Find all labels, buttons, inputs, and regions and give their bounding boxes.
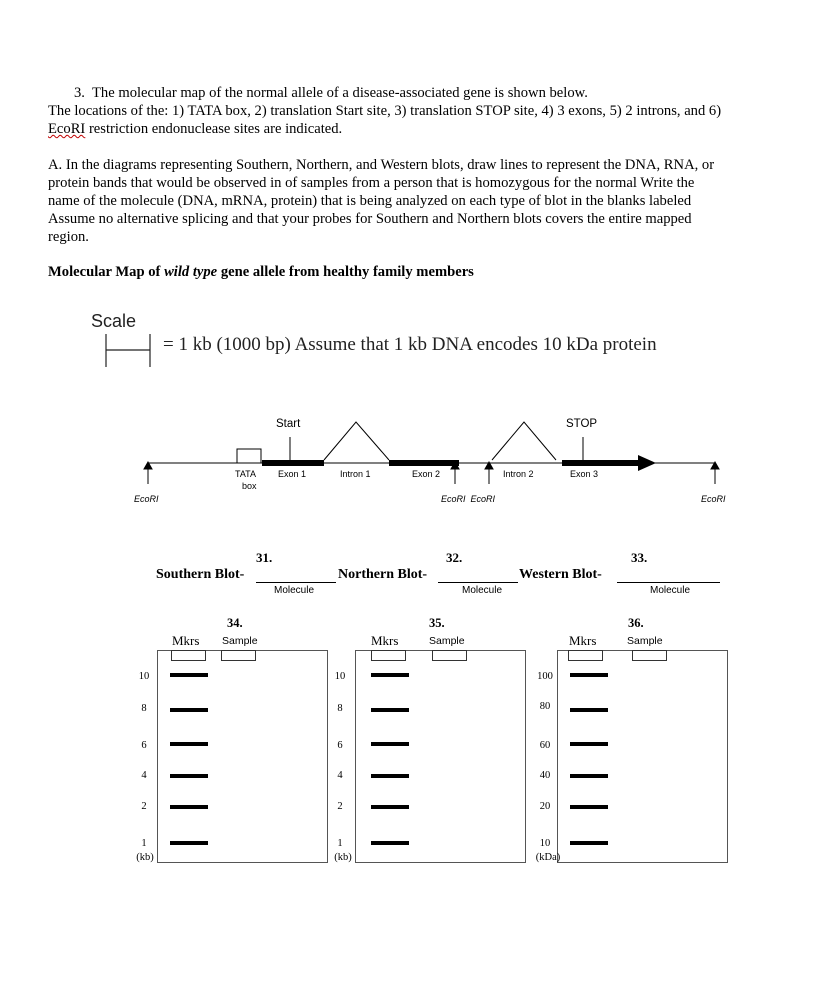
box-label: box <box>242 481 257 491</box>
ecori-label-right: EcoRI <box>701 494 726 504</box>
southern-tick: 10 <box>138 671 150 682</box>
southern-sample-well[interactable] <box>221 650 256 661</box>
western-molecule-caption: Molecule <box>650 585 691 596</box>
southern-tick: 1 <box>141 838 147 849</box>
part-a-line: region. <box>48 229 89 245</box>
western-tick: 10 <box>539 838 551 849</box>
tata-label: TATA <box>235 469 256 479</box>
northern-marker-band <box>371 774 409 778</box>
western-marker-band <box>570 742 608 746</box>
western-number: 33. <box>631 550 648 565</box>
southern-marker-band <box>170 708 208 712</box>
western-marker-band <box>570 708 608 712</box>
exon-1-bar <box>262 460 324 466</box>
northern-sample-well[interactable] <box>432 650 467 661</box>
western-sample-label: Sample <box>627 635 663 647</box>
southern-blot-label: Southern Blot- <box>156 567 245 582</box>
intron-2-label: Intron 2 <box>503 469 534 479</box>
question-number: 3. <box>74 85 85 101</box>
western-mkrs-label: Mkrs <box>569 633 597 648</box>
southern-mkrs-label: Mkrs <box>172 633 200 648</box>
scale-label: Scale <box>91 311 137 331</box>
northern-tick: 1 <box>337 838 343 849</box>
map-heading-italic: wild type <box>164 264 218 280</box>
western-unit: (kDa) <box>535 852 561 863</box>
northern-sample-number: 35. <box>429 616 445 630</box>
northern-tick: 2 <box>337 801 343 812</box>
southern-molecule-caption: Molecule <box>274 585 315 596</box>
map-heading-pre: Molecular Map of <box>48 264 165 280</box>
intron-2-splice <box>492 422 556 460</box>
southern-tick: 2 <box>141 801 147 812</box>
northern-unit: (kb) <box>334 852 352 863</box>
southern-marker-band <box>170 774 208 778</box>
western-tick: 40 <box>539 770 551 781</box>
southern-number: 31. <box>256 550 273 565</box>
northern-molecule-caption: Molecule <box>462 585 503 596</box>
tata-box <box>237 449 261 463</box>
exon-3-label: Exon 3 <box>570 469 599 479</box>
western-marker-band <box>570 774 608 778</box>
northern-tick: 8 <box>337 703 343 714</box>
southern-marker-band <box>170 841 208 845</box>
northern-marker-band <box>371 841 409 845</box>
ecori-label-left: EcoRI <box>134 494 159 504</box>
western-tick: 20 <box>539 801 551 812</box>
southern-marker-well <box>171 650 206 661</box>
western-blot-label: Western Blot- <box>519 567 602 582</box>
southern-tick: 8 <box>141 703 147 714</box>
northern-tick: 10 <box>334 671 346 682</box>
part-a-line: protein bands that would be observed in of samples from a person that is homozygous for the normal Write the <box>48 175 695 191</box>
southern-tick: 4 <box>141 770 147 781</box>
exon-3-bar <box>562 460 640 466</box>
northern-molecule-blank[interactable] <box>438 582 518 583</box>
part-a-line: name of the molecule (DNA, mRNA, protein) that is being analyzed on each type of blot in the blanks labeled <box>48 193 692 209</box>
stop-label: STOP <box>566 418 598 430</box>
western-sample-well[interactable] <box>632 650 667 661</box>
northern-blot-gel[interactable] <box>355 650 526 863</box>
question-intro-line2: The locations of the: 1) TATA box, 2) translation Start site, 3) translation STOP site, 4) 3 exons, 5) 2 introns, and 6) <box>48 103 722 119</box>
southern-blot-gel[interactable] <box>157 650 328 863</box>
western-molecule-blank[interactable] <box>617 582 720 583</box>
intron-1-splice <box>324 422 389 460</box>
southern-sample-number: 34. <box>227 616 243 630</box>
scale-bar <box>106 334 150 367</box>
intron-1-label: Intron 1 <box>340 469 371 479</box>
western-sample-number: 36. <box>628 616 644 630</box>
northern-mkrs-label: Mkrs <box>371 633 399 648</box>
question-intro-line1: The molecular map of the normal allele of a disease-associated gene is shown below. <box>92 85 588 101</box>
exon-2-bar <box>389 460 459 466</box>
southern-marker-band <box>170 742 208 746</box>
northern-marker-band <box>371 805 409 809</box>
exon-2-label: Exon 2 <box>412 469 441 479</box>
ecori-term: EcoRI <box>48 121 86 137</box>
western-marker-band <box>570 805 608 809</box>
southern-marker-band <box>170 673 208 677</box>
western-tick: 80 <box>539 701 551 712</box>
northern-tick: 6 <box>337 740 343 751</box>
western-tick: 100 <box>537 671 553 682</box>
northern-number: 32. <box>446 550 463 565</box>
western-blot-gel[interactable] <box>557 650 728 863</box>
northern-marker-band <box>371 673 409 677</box>
question-intro-line3-rest: restriction endonuclease sites are indicated. <box>85 121 343 137</box>
southern-molecule-blank[interactable] <box>256 582 336 583</box>
western-tick: 60 <box>539 740 551 751</box>
northern-marker-band <box>371 708 409 712</box>
northern-marker-band <box>371 742 409 746</box>
western-marker-well <box>568 650 603 661</box>
western-marker-band <box>570 841 608 845</box>
exon-3-arrowhead <box>638 455 656 471</box>
western-marker-band <box>570 673 608 677</box>
southern-tick: 6 <box>141 740 147 751</box>
southern-unit: (kb) <box>136 852 154 863</box>
northern-sample-label: Sample <box>429 635 465 647</box>
start-label: Start <box>276 418 301 430</box>
map-heading-post: gene allele from healthy family members <box>217 264 474 280</box>
northern-tick: 4 <box>337 770 343 781</box>
part-a-line: Assume no alternative splicing and that your probes for Southern and Northern blots covers the entire mapped <box>48 211 692 227</box>
part-a-line: A. In the diagrams representing Southern, Northern, and Western blots, draw lines to represent the DNA, RNA, or <box>48 157 715 173</box>
southern-marker-band <box>170 805 208 809</box>
scale-text: = 1 kb (1000 bp) Assume that 1 kb DNA encodes 10 kDa protein <box>163 334 657 355</box>
northern-marker-well <box>371 650 406 661</box>
ecori-label-pair: EcoRI EcoRI <box>441 494 496 504</box>
exon-1-label: Exon 1 <box>278 469 307 479</box>
northern-blot-label: Northern Blot- <box>338 567 428 582</box>
southern-sample-label: Sample <box>222 635 258 647</box>
